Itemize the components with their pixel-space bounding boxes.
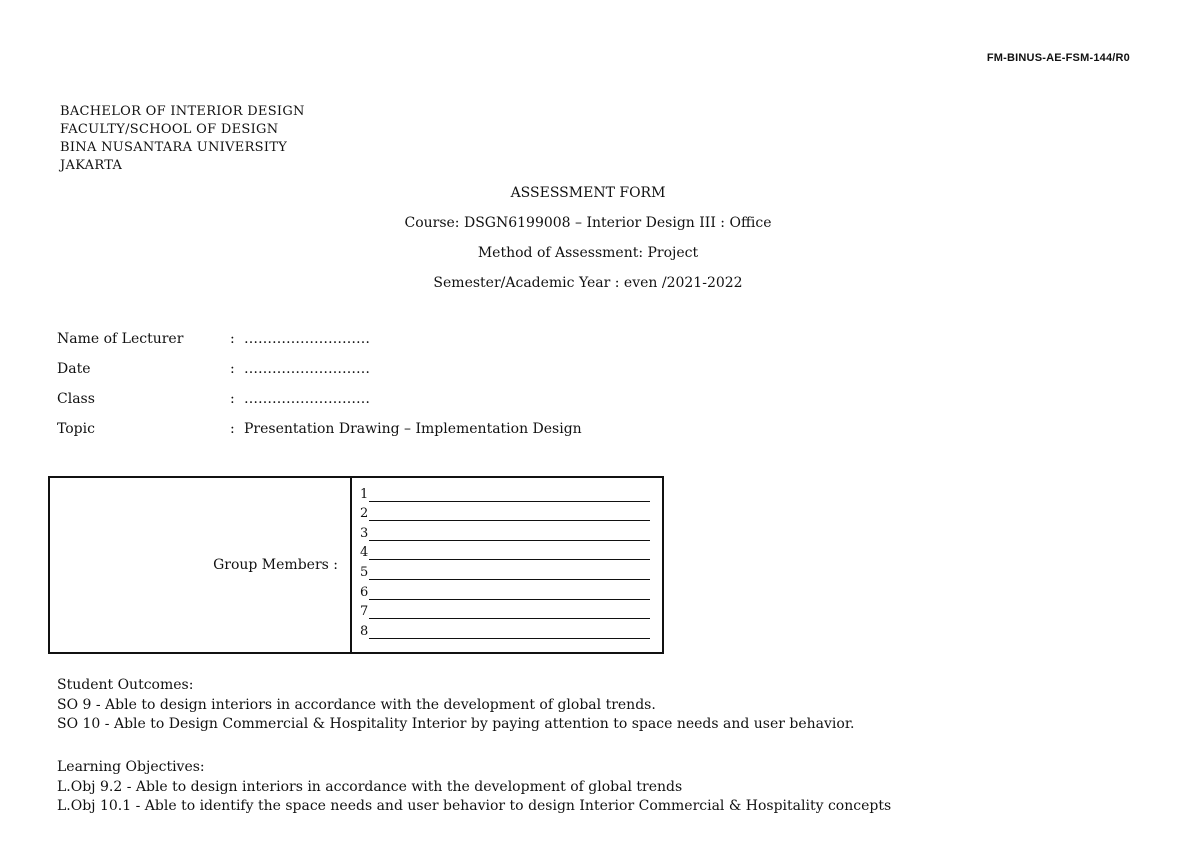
learning-objective-item: L.Obj 10.1 - Able to identify the space needs and user behavior to design Interior Commercial & Hospitality concepts (57, 798, 892, 814)
form-code: FM-BINUS-AE-FSM-144/R0 (986, 52, 1130, 64)
date-row (57, 358, 582, 388)
lecturer-colon: : (230, 331, 235, 347)
topic-label: Topic (57, 421, 95, 437)
student-outcome-item: SO 9 - Able to design interiors in accordance with the development of global trends. (57, 696, 656, 713)
course-line: Course: DSGN6199008 – Interior Design III : Office (404, 215, 772, 231)
date-colon: : (230, 361, 235, 377)
group-members-label-cell (50, 478, 352, 652)
student-outcomes (57, 676, 854, 735)
member-number: 2 (360, 506, 369, 522)
class-colon: : (230, 391, 235, 407)
member-name-field[interactable] (369, 580, 650, 600)
lecturer-value: ……………………… (244, 331, 370, 347)
method-line: Method of Assessment: Project (477, 245, 699, 261)
program-name: BACHELOR OF INTERIOR DESIGN (60, 104, 305, 119)
member-number: 8 (360, 623, 369, 639)
topic-value: Presentation Drawing – Implementation Design (244, 421, 582, 437)
member-number: 4 (360, 545, 369, 561)
university-name: BINA NUSANTARA UNIVERSITY (60, 140, 288, 155)
class-row (57, 388, 582, 418)
student-outcome-item: SO 10 - Able to Design Commercial & Hospitality Interior by paying attention to space needs and user behavior. (57, 716, 855, 732)
member-line (360, 580, 650, 600)
date-value: ……………………… (244, 361, 370, 377)
group-members-list (352, 478, 662, 652)
member-name-field[interactable] (369, 482, 650, 502)
learning-objective-item: L.Obj 9.2 - Able to design interiors in accordance with the development of global trends (57, 778, 683, 795)
member-number: 5 (360, 564, 369, 580)
member-number: 1 (360, 486, 369, 502)
faculty-name: FACULTY/SCHOOL OF DESIGN (60, 122, 279, 137)
learning-objectives (57, 758, 891, 817)
member-number: 3 (360, 525, 369, 541)
lecturer-row (57, 328, 582, 358)
title-block (0, 182, 1176, 302)
date-label: Date (57, 361, 91, 377)
city-name: JAKARTA (60, 158, 123, 173)
member-name-field[interactable] (369, 600, 650, 620)
group-members-table (48, 476, 664, 654)
member-number: 6 (360, 584, 369, 600)
member-line (360, 482, 650, 502)
member-number: 7 (360, 604, 369, 620)
form-title: ASSESSMENT FORM (510, 185, 666, 201)
member-name-field[interactable] (369, 521, 650, 541)
member-line (360, 619, 650, 639)
member-line (360, 560, 650, 580)
member-name-field[interactable] (369, 560, 650, 580)
member-line (360, 600, 650, 620)
lecturer-label: Name of Lecturer (57, 331, 184, 347)
learning-objectives-heading: Learning Objectives: (57, 759, 205, 775)
semester-line: Semester/Academic Year : even /2021-2022 (433, 275, 743, 291)
institution-block (60, 103, 305, 175)
info-block (57, 328, 582, 448)
class-value: ……………………… (244, 391, 370, 407)
member-line (360, 541, 650, 561)
group-members-label: Group Members : (213, 557, 338, 573)
member-line (360, 521, 650, 541)
member-name-field[interactable] (369, 541, 650, 561)
member-name-field[interactable] (369, 502, 650, 522)
member-name-field[interactable] (369, 619, 650, 639)
topic-row (57, 418, 582, 448)
student-outcomes-heading: Student Outcomes: (57, 677, 194, 693)
topic-colon: : (230, 421, 235, 437)
class-label: Class (57, 391, 95, 407)
member-line (360, 502, 650, 522)
